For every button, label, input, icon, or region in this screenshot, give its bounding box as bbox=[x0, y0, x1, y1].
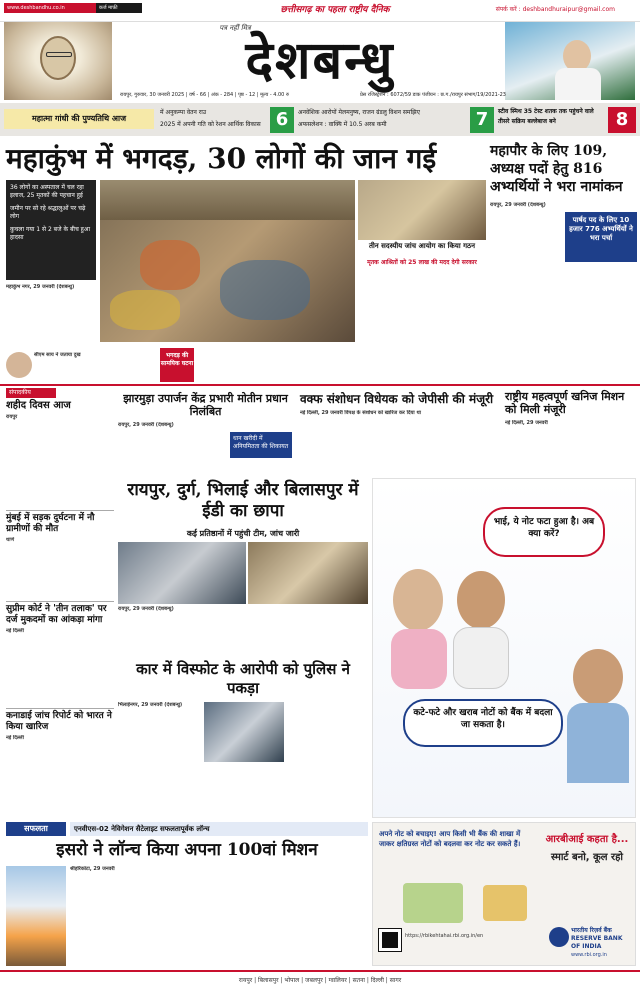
index-group-7[interactable] bbox=[298, 107, 468, 131]
isro-label: सफलता bbox=[6, 822, 66, 836]
rbi-says: आरबीआई कहता है... bbox=[545, 834, 629, 845]
car-body-2 bbox=[204, 764, 284, 818]
left-story-title[interactable]: कनाडाई जांच रिपोर्ट को भारत ने किया खारिज bbox=[6, 708, 114, 733]
lead-headline[interactable]: महाकुंभ में भगदड़, 30 लोगों की जान गई bbox=[6, 142, 437, 175]
left-column bbox=[6, 400, 114, 820]
car-headline[interactable]: कार में विस्फोट के आरोपी को पुलिस ने पकड़ा bbox=[136, 660, 350, 697]
mayor-dateline: रायपुर, 29 जनवरी (देशबन्धु) bbox=[490, 202, 546, 208]
kid-shirt bbox=[567, 703, 629, 783]
index-item: अनवेशिक आरोपों मेलमनुष्य, राजन ग्रंडलु विशन समझिए bbox=[298, 109, 420, 116]
ed-headline[interactable]: रायपुर, दुर्ग, भिलाई और बिलासपुर में ईडी का छापा bbox=[127, 480, 359, 521]
left-story-body bbox=[6, 537, 114, 597]
index-strip bbox=[0, 103, 640, 136]
isro-body-1 bbox=[70, 866, 166, 966]
lead-body-left bbox=[6, 284, 96, 350]
boy-shirt bbox=[453, 627, 509, 689]
car-body-3 bbox=[286, 702, 368, 818]
page-badge[interactable]: 7 bbox=[470, 107, 494, 133]
lead-bullet: 36 लोगों का अस्पताल में चल रहा इलाज, 25 मृतकों की पहचान हुई bbox=[10, 184, 84, 199]
rbi-name bbox=[571, 927, 633, 959]
page-badge[interactable]: 6 bbox=[270, 107, 294, 133]
mayor-box: पार्षद पद के लिए 10 हजार 776 अभ्यर्थियों ने भरा पर्चा bbox=[565, 212, 637, 262]
rbi-logo-icon bbox=[549, 927, 569, 947]
mayor-body-1 bbox=[490, 202, 562, 382]
index-item: अफसलेशन : वाक्यि में 10.5 अरब कमी bbox=[298, 121, 387, 128]
note-graphic bbox=[483, 885, 527, 921]
speech-bubble-2: कटे-फटे और खराब नोटों को बैंक में बदला जा सकता है। bbox=[403, 699, 563, 747]
boy-figure bbox=[457, 571, 505, 629]
ribbon: कर्ज माफ़ी bbox=[96, 3, 142, 13]
rbi-strip-text: अपने नोट को बचाइए! आप किसी भी बैंक की शाखा में जाकर क्षतिग्रस्त नोटों को बदलवा कर नोट कर सकते हैं। bbox=[379, 830, 521, 848]
edition-tagline: छत्तीसगढ़ का पहला राष्ट्रीय दैनिक bbox=[280, 5, 390, 15]
footer-editions: रायपुर | बिलासपुर | भोपाल | जबलपुर | ग्वालियर | सतना | दिल्ली | सागर bbox=[0, 970, 640, 990]
rbi-smart: स्मार्ट बनो, कूल रहो bbox=[550, 852, 624, 863]
lead-bullets bbox=[6, 180, 96, 280]
lead-side-sub: मृतक आश्रितों को 25 लाख की मदद देगी सरकार bbox=[367, 259, 477, 266]
contact-email[interactable]: संपर्क करें : deshbandhuraipur@gmail.com bbox=[495, 6, 615, 13]
index-left[interactable]: महात्मा गांधी की पुण्यतिथि आज bbox=[4, 109, 154, 129]
rbi-name-en: RESERVE BANK OF INDIA bbox=[571, 935, 623, 950]
lead-side-head[interactable]: तीन सदस्यीय जांच आयोग का किया गठन bbox=[358, 240, 486, 253]
index-item-8[interactable]: स्टीव स्मिथ 35 टेस्ट शतक तक पहुंचने वाले तीसरे सक्रिय बल्लेबाज बने bbox=[498, 108, 594, 125]
jharmuda-body bbox=[118, 422, 228, 474]
rbi-strip-ad[interactable] bbox=[372, 822, 636, 966]
rbi-name-hi: भारतीय रिज़र्व बैंक bbox=[571, 927, 612, 934]
rbi-ad[interactable] bbox=[372, 478, 636, 818]
left-story-city: नई दिल्ली bbox=[6, 628, 24, 634]
kid-figure bbox=[573, 649, 623, 705]
waqf-dateline: नई दिल्ली, 29 जनवरी bbox=[300, 410, 343, 416]
issue-info-bar bbox=[120, 92, 506, 101]
isro-dateline: श्रीहरिकोटा, 29 जनवरी bbox=[70, 866, 115, 872]
car-body-1 bbox=[118, 702, 202, 818]
jharmuda-headline[interactable]: झारमुड़ा उपार्जन केंद्र प्रभारी मोतीन प्रधान निलंबित bbox=[123, 392, 288, 418]
cricketer-photo bbox=[505, 22, 635, 100]
site-url[interactable]: www.deshbandhu.co.in bbox=[4, 3, 96, 13]
speech-bubble-1: भाई, ये नोट फटा हुआ है। अब क्या करें? bbox=[483, 507, 605, 557]
lead-dateline: महाकुंभ नगर, 29 जनवरी (देशबन्धु) bbox=[6, 284, 75, 290]
isro-headline[interactable]: इसरो ने लॉन्च किया अपना 100वां मिशन bbox=[56, 840, 318, 860]
lead-bottom-body bbox=[198, 350, 486, 382]
newspaper-title: देशबन्धु bbox=[245, 30, 395, 91]
isro-tag: एनवीएस-02 नेविगेशन सैटेलाइट सफलतापूर्वक लॉन्च bbox=[70, 822, 368, 836]
crowd-photo bbox=[358, 180, 486, 240]
ed-body-1 bbox=[118, 606, 242, 656]
cm-caption bbox=[34, 352, 154, 380]
qr-code-icon[interactable] bbox=[379, 929, 401, 951]
lead-bullet: कुचला गया 1 से 2 बजे के बीच हुआ हादसा bbox=[10, 226, 90, 241]
lead-side-body bbox=[358, 272, 486, 350]
cm-photo bbox=[6, 352, 32, 378]
jharmuda-dateline: रायपुर, 29 जनवरी (देशबन्धु) bbox=[118, 422, 174, 428]
mining-dateline: नई दिल्ली, 29 जनवरी bbox=[505, 420, 548, 426]
left-story-body bbox=[6, 628, 114, 704]
waqf-sub: विपक्ष के संशोधन को खारिज कर दिया था bbox=[344, 410, 421, 416]
left-story-title[interactable]: शहीद दिवस आज bbox=[6, 400, 71, 411]
ed-photo-1 bbox=[118, 542, 246, 604]
page-badge[interactable]: 8 bbox=[608, 107, 636, 133]
rbi-site[interactable]: www.rbi.org.in bbox=[571, 952, 607, 958]
index-group-6[interactable] bbox=[160, 107, 270, 131]
isro-body-2 bbox=[170, 866, 266, 966]
car-dateline: भिलाईनगर, 29 जनवरी (देशबन्धु) bbox=[118, 702, 183, 708]
issue-info: रायपुर, गुरुवार, 30 जनवरी 2025 | वर्ष - 66 | अंक - 284 | पृष्ठ - 12 | मूल्य - 4.00 रु bbox=[120, 92, 289, 98]
note-graphic bbox=[403, 883, 463, 923]
ed-body-2 bbox=[246, 606, 368, 656]
left-story-body bbox=[6, 735, 114, 825]
police-photo bbox=[204, 702, 284, 762]
rocket-photo bbox=[6, 866, 66, 966]
left-story-city: थाणे bbox=[6, 537, 15, 543]
gandhi-portrait bbox=[4, 22, 112, 100]
cm-caption-title: सीएम साय ने जताया दुख bbox=[34, 352, 81, 358]
mayor-body-2 bbox=[565, 266, 637, 382]
mining-headline[interactable]: राष्ट्रीय महत्वपूर्ण खनिज मिशन को मिली मंजूरी bbox=[505, 390, 625, 416]
left-story-body bbox=[6, 414, 114, 506]
section-rule bbox=[0, 384, 640, 386]
masthead bbox=[0, 22, 640, 100]
lead-bullet: जमीन पर सो रहे श्रद्धालुओं पर चढ़े लोग bbox=[10, 205, 86, 220]
waqf-headline[interactable]: वक्फ संशोधन विधेयक को जेपीसी की मंजूरी bbox=[300, 392, 494, 406]
mining-body bbox=[505, 420, 635, 478]
left-story-title[interactable]: मुंबई में सड़क दुर्घटना में नौ ग्रामीणों की मौत bbox=[6, 510, 114, 535]
ed-subhead: कई प्रतिष्ठानों में पहुंची टीम, जांच जारी bbox=[186, 529, 300, 538]
index-item: 2025 में अपनी गति को रेशन आर्थिक विकास bbox=[160, 121, 261, 128]
ed-photo-2 bbox=[248, 542, 368, 604]
left-story-city: रायपुर bbox=[6, 414, 18, 420]
left-story-title[interactable]: सुप्रीम कोर्ट ने 'तीन तलाक' पर दर्ज मुकदमों का आंकड़ा मांगा bbox=[6, 601, 114, 626]
isro-body-3 bbox=[270, 866, 368, 966]
girl-figure bbox=[393, 569, 443, 631]
stampede-badge: भगदड़ की सामयिक घटना bbox=[160, 348, 194, 382]
waqf-body bbox=[300, 410, 500, 474]
ed-dateline: रायपुर, 29 जनवरी (देशबन्धु) bbox=[118, 606, 174, 612]
stampede-photo bbox=[100, 180, 355, 342]
girl-dress bbox=[391, 629, 447, 689]
masthead-tagline: पत्र नहीं मित्र bbox=[219, 24, 251, 32]
top-strip bbox=[0, 0, 640, 22]
index-item: में अनुकम्पा वेतन राउ bbox=[160, 109, 207, 116]
sampadakiya-label: संपादकीय bbox=[6, 388, 56, 398]
rbi-weblink[interactable]: https://rbikehtahai.rbi.org.in/en bbox=[405, 933, 484, 939]
mayor-headline[interactable]: महापौर के लिए 109, अध्यक्ष पदों हेतु 816 अभ्यर्थियों ने भरा नामांकन bbox=[490, 143, 623, 195]
left-story-city: नई दिल्ली bbox=[6, 735, 24, 741]
jharmuda-box: धान खरीदी में अनियमितता की शिकायत bbox=[230, 432, 292, 458]
registration: प्रेस रजिस्ट्रेशन : 6072/59 डाक पंजीयन : छ.ग./रायपुर संभाग/19/2021-23 bbox=[359, 92, 506, 98]
